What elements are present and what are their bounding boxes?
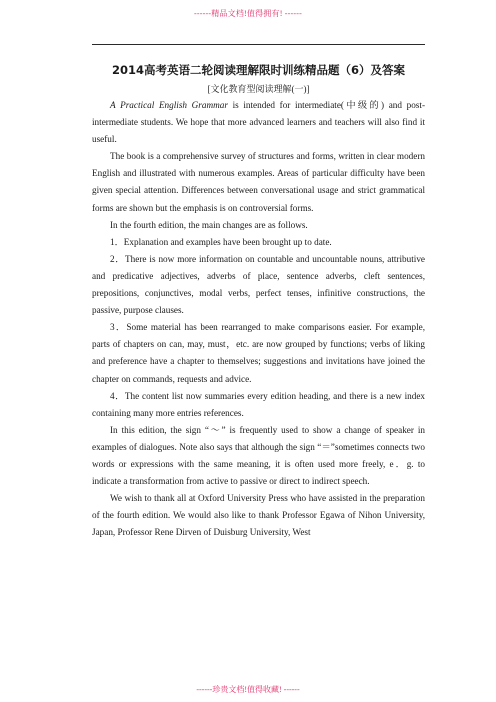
paragraph-thanks: We wish to thank all at Oxford University Press who have assisted in the preparation of the fourth edition. We would also like to thank Professor Egawa of Nihon University, Japan, Professor Rene Dirven of Duisburg University, West — [92, 493, 425, 538]
paragraph-survey: The book is a comprehensive survey of structures and forms, written in clear modern English and illustrated with numerous examples. Areas of particular difficulty have been given special attention. Differences between conversational usage and strict grammatical forms are shown but the emphasis is on controversial forms. — [92, 151, 425, 213]
paragraph-changes-intro: In the fourth edition, the main changes are as follows. — [110, 219, 308, 230]
paragraph-signs: In this edition, the sign “～” is frequently used to show a change of speaker in examples of dialogues. Note also says that although the sign “＝”sometimes connects two words or expressions with the same meaning, it is often used more freely, e．g. to indicate a transformation from active to passive or direct to indirect speech. — [92, 424, 425, 487]
paragraph-change-4: 4．The content list now summaries every edition heading, and there is a new index containing many more entries references. — [92, 390, 425, 418]
header-rule — [92, 44, 425, 45]
paragraph-change-3: 3．Some material has been rearranged to make comparisons easier. For example, parts of chapters on can, may, must，etc. are now grouped by functions; verbs of liking and preference have a chapter to themselves; suggestions and invitations have joined the chapter on commands, requests and advice. — [92, 322, 425, 384]
paragraph-change-2: 2．There is now more information on countable and uncountable nouns, attributive and predicative adjectives, adverbs of place, sentence adverbs, cleft sentences, prepositions, conjunctives, modal verbs, perfect tenses, infinitive constructions, the passive, purpose clauses. — [92, 253, 425, 316]
header-watermark: ------精品文档!值得拥有! ------ — [194, 9, 302, 18]
book-title: A Practical English Grammar — [110, 100, 228, 110]
paragraph-intro — [92, 97, 425, 148]
document-body — [92, 63, 425, 541]
footer-watermark: ------珍贵文档!值得收藏! ------ — [196, 685, 300, 694]
document-subtitle: [文化教育型阅读理解(一)] — [207, 84, 310, 94]
paragraph-change-1: 1．Explanation and examples have been brought up to date. — [110, 236, 332, 247]
paragraph-intro-text: is intended for intermediate(中级的) and post-intermediate students. We hope that more advanced learners and teachers will also find it useful. — [92, 100, 425, 145]
document-title: 2014高考英语二轮阅读理解限时训练精品题（6）及答案 — [111, 63, 405, 77]
